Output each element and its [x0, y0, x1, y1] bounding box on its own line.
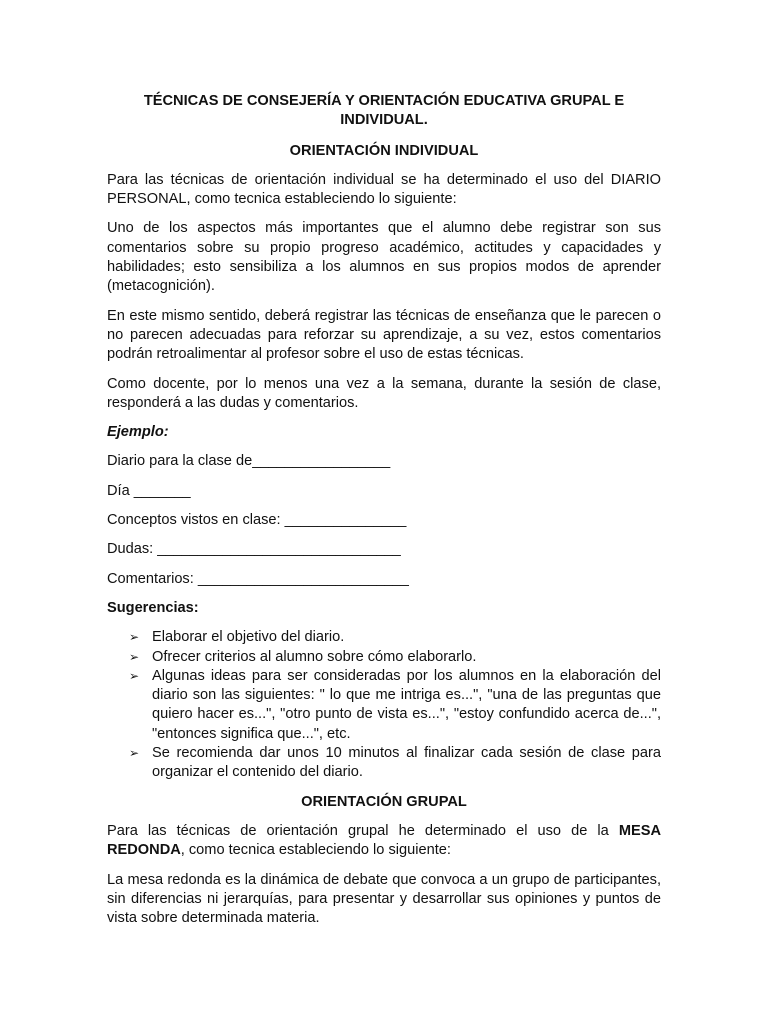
arrow-bullet-icon: ➢: [129, 649, 140, 664]
paragraph-mesa-redonda-intro: [107, 822, 661, 861]
paragraph-mesa-redonda-definition: La mesa redonda es la dinámica de debate que convoca a un grupo de participantes, sin diferencias ni jerarquías, para presentar y desarrollar sus opiniones y puntos de vista sobre determinada materia.: [107, 871, 661, 927]
arrow-bullet-icon: ➢: [129, 630, 140, 645]
field-diario-clase: Diario para la clase de_________________: [107, 453, 391, 470]
arrow-bullet-icon: ➢: [129, 746, 140, 761]
field-dia: Día _______: [107, 482, 191, 499]
list-item-text: Se recomienda dar unos 10 minutos al finalizar cada sesión de clase para organizar el contenido del diario.: [152, 745, 661, 781]
list-item-text: Elaborar el objetivo del diario.: [152, 629, 345, 646]
document-title: TÉCNICAS DE CONSEJERÍA Y ORIENTACIÓN EDUCATIVA GRUPAL E INDIVIDUAL.: [143, 93, 625, 129]
field-comentarios: Comentarios: __________________________: [107, 570, 409, 587]
sugerencias-list: [107, 628, 661, 782]
paragraph-tecnicas-ensenanza: En este mismo sentido, deberá registrar las técnicas de enseñanza que le parecen o no parecen adecuadas para reforzar su aprendizaje, a su vez, estos comentarios podrán retroalimentar al profesor sobre el uso de estas técnicas.: [107, 307, 661, 363]
section-heading-grupal: ORIENTACIÓN GRUPAL: [301, 793, 467, 810]
list-item-text: Ofrecer criterios al alumno sobre cómo elaborarlo.: [152, 648, 477, 665]
arrow-bullet-icon: ➢: [129, 668, 140, 683]
mesa-redonda-term: MESA REDONDA: [107, 822, 661, 859]
sugerencias-label: Sugerencias:: [107, 599, 199, 616]
section-heading-individual: ORIENTACIÓN INDIVIDUAL: [289, 142, 479, 159]
list-item: [107, 628, 661, 647]
ejemplo-label: Ejemplo:: [107, 424, 169, 441]
paragraph-aspectos: Uno de los aspectos más importantes que el alumno debe registrar son sus comentarios sobre su propio progreso académico, actitudes y capacidades y habilidades; esto sensibiliza a los alumnos en sus propios modos de aprender (metacognición).: [107, 220, 661, 295]
mesa-intro-text: Para las técnicas de orientación grupal he determinado el uso de la: [107, 822, 619, 839]
list-item: [107, 667, 661, 744]
field-dudas: Dudas: ______________________________: [107, 541, 401, 558]
mesa-intro-tail: , como tecnica estableciendo lo siguiente:: [180, 842, 451, 859]
paragraph-diario-intro: Para las técnicas de orientación individual se ha determinado el uso del DIARIO PERSONAL, como tecnica estableciendo lo siguiente:: [107, 171, 661, 208]
list-item: [107, 648, 661, 667]
list-item-text: Algunas ideas para ser consideradas por los alumnos en la elaboración del diario son las siguientes: " lo que me intriga es...", "una de las preguntas que quiero hacer es...", "otro punto de vista es...", "estoy confundido acerca de...", "entonces significa que...", etc.: [152, 667, 661, 742]
field-conceptos: Conceptos vistos en clase: _______________: [107, 512, 407, 529]
paragraph-docente: Como docente, por lo menos una vez a la semana, durante la sesión de clase, responderá a las dudas y comentarios.: [107, 375, 661, 411]
list-item: [107, 744, 661, 783]
